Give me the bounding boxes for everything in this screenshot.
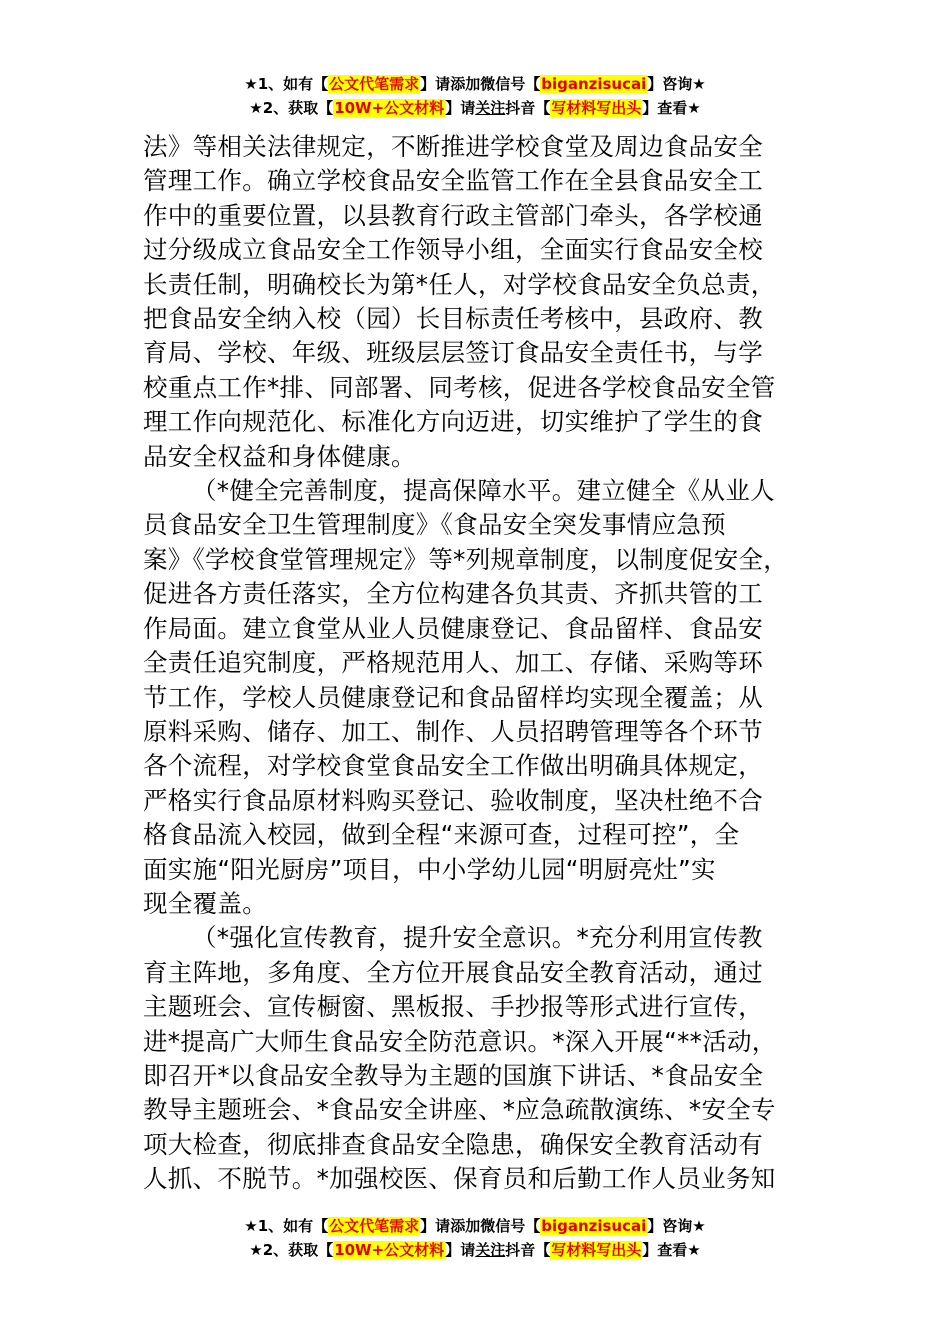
footer-banner — [0, 1214, 950, 1262]
highlight-wechat-id: biganzisucai — [541, 75, 647, 93]
body-line: 育局、学校、年级、班级层层签订食品安全责任书，与学 — [143, 338, 763, 368]
body-line: 长责任制，明确校长为第*任人，对学校食品安全负总责， — [143, 269, 776, 299]
highlight-materials: 10W+公文材料 — [334, 99, 445, 117]
body-line: （*强化宣传教育，提升安全意识。*充分利用宣传教 — [192, 923, 763, 953]
highlight-wechat-id: biganzisucai — [541, 1217, 647, 1235]
body-line: 把食品安全纳入校（园）长目标责任考核中，县政府、教 — [143, 304, 763, 334]
highlight-materials: 10W+公文材料 — [334, 1241, 445, 1259]
banner-line-1: ★1、如有【公文代笔需求】请添加微信号【biganzisucai】咨询★ — [244, 1217, 706, 1235]
body-line: 面实施“阳光厨房”项目，中小学幼儿园“明厨亮灶”实 — [143, 854, 716, 884]
body-line: 品安全权益和身体健康。 — [143, 441, 416, 471]
body-line: 促进各方责任落实，全方位构建各负其责、齐抓共管的工 — [143, 579, 763, 609]
highlight-douyin-account: 写材料写出头 — [551, 99, 642, 117]
body-line: 进*提高广大师生食品安全防范意识。*深入开展“**活动， — [143, 1026, 777, 1056]
body-line: 案》《学校食堂管理规定》等*列规章制度，以制度促安全， — [143, 544, 789, 574]
highlight-service: 公文代笔需求 — [329, 75, 420, 93]
body-line: 管理工作。确立学校食品安全监管工作在全县食品安全工 — [143, 166, 763, 196]
body-line: 节工作，学校人员健康登记和食品留样均实现全覆盖；从 — [143, 682, 763, 712]
body-line: 严格实行食品原材料购买登记、验收制度，坚决杜绝不合 — [143, 785, 763, 815]
body-line: 主题班会、宣传橱窗、黑板报、手抄报等形式进行宣传， — [143, 992, 763, 1022]
body-line: 理工作向规范化、标准化方向迈进，切实维护了学生的食 — [143, 407, 763, 437]
body-line: 过分级成立食品安全工作领导小组，全面实行食品安全校 — [143, 235, 763, 265]
body-line: 格食品流入校园，做到全程“来源可查，过程可控”，全 — [143, 820, 740, 850]
body-line: 法》等相关法律规定，不断推进学校食堂及周边食品安全 — [143, 132, 763, 161]
body-line: 即召开*以食品安全教导为主题的国旗下讲话、*食品安全 — [143, 1060, 764, 1090]
highlight-douyin-account: 写材料写出头 — [551, 1241, 642, 1259]
body-line: 人抓、不脱节。*加强校医、保育员和后勤工作人员业务知 — [143, 1164, 776, 1194]
body-line: 作局面。建立食堂从业人员健康登记、食品留样、食品安 — [143, 613, 763, 643]
body-line: 校重点工作*排、同部署、同考核，促进各学校食品安全管 — [143, 372, 776, 402]
banner-line-2: ★2、获取【10W+公文材料】请关注抖音【写材料写出头】查看★ — [249, 1241, 701, 1259]
body-line: 教导主题班会、*食品安全讲座、*应急疏散演练、*安全专 — [143, 1095, 776, 1125]
body-line: 全责任追究制度，严格规范用人、加工、存储、采购等环 — [143, 648, 763, 678]
document-body — [143, 130, 833, 1197]
highlight-service: 公文代笔需求 — [329, 1217, 420, 1235]
header-banner — [0, 72, 950, 120]
body-line: 现全覆盖。 — [143, 888, 267, 918]
body-line: 原料采购、储存、加工、制作、人员招聘管理等各个环节 — [143, 716, 763, 746]
body-line: 员食品安全卫生管理制度》《食品安全突发事情应急预 — [143, 510, 726, 540]
body-line: 育主阵地，多角度、全方位开展食品安全教育活动，通过 — [143, 957, 763, 987]
body-line: 作中的重要位置，以县教育行政主管部门牵头，各学校通 — [143, 200, 763, 230]
banner-line-2: ★2、获取【10W+公文材料】请关注抖音【写材料写出头】查看★ — [249, 99, 701, 117]
body-line: 项大检查，彻底排查食品安全隐患，确保安全教育活动有 — [143, 1129, 763, 1159]
body-line: 各个流程，对学校食堂食品安全工作做出明确具体规定， — [143, 751, 763, 781]
body-line: （*健全完善制度，提高保障水平。建立健全《从业人 — [192, 476, 775, 506]
banner-line-1: ★1、如有【公文代笔需求】请添加微信号【biganzisucai】咨询★ — [244, 75, 706, 93]
